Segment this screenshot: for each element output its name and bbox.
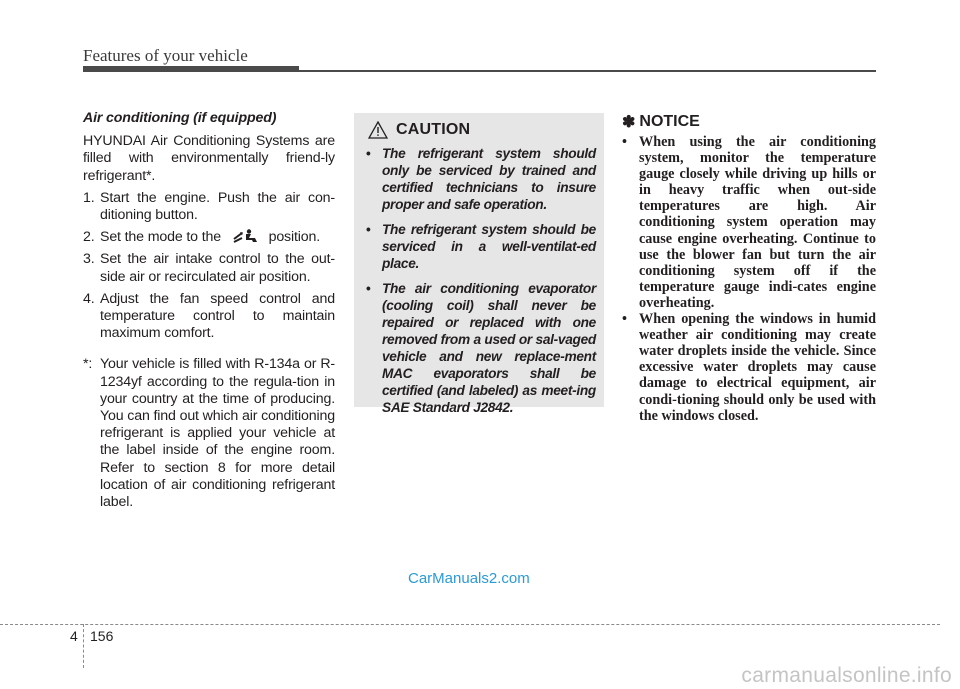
- bullet: •: [366, 146, 371, 161]
- caution-item: [364, 145, 596, 213]
- step-item: [83, 229, 335, 246]
- step-text: Start the engine. Push the air con-ditioning button.: [100, 189, 335, 224]
- notice-header: [622, 112, 876, 132]
- caution-item-text: The refrigerant system should only be serviced by trained and certified technicians to insure proper and safe operation.: [382, 146, 596, 212]
- site-watermark: carmanualsonline.info: [741, 664, 952, 687]
- footer-rule: [0, 624, 940, 625]
- asterisk-icon: ✽: [622, 114, 636, 131]
- notice-item: [622, 311, 876, 424]
- caution-item: [364, 280, 596, 416]
- bullet: •: [622, 311, 627, 328]
- step-item: [83, 251, 335, 285]
- header-rule: [299, 70, 876, 72]
- step-text-before: Set the mode to the: [100, 229, 221, 246]
- watermark-link[interactable]: CarManuals2.com: [408, 570, 530, 587]
- step-number: 3.: [83, 251, 95, 268]
- step-number: 4.: [83, 290, 95, 307]
- header-bar: [83, 66, 299, 72]
- refrigerant-footnote: [83, 356, 335, 511]
- step-text: Set the air intake control to the out-side air or recirculated air position.: [100, 251, 335, 285]
- step-item: [83, 190, 335, 224]
- caution-header: [364, 121, 596, 139]
- notice-section: [622, 112, 876, 424]
- notice-title: NOTICE: [639, 113, 700, 130]
- caution-title: CAUTION: [396, 121, 471, 138]
- caution-item: [364, 221, 596, 272]
- bullet: •: [622, 134, 627, 150]
- bullet: •: [366, 222, 371, 237]
- notice-item: [622, 134, 876, 311]
- intro-paragraph: HYUNDAI Air Conditioning Systems are filled with environmentally friend-ly refrigerant*.: [83, 133, 335, 184]
- page-number: 156: [90, 628, 114, 644]
- step-item: [83, 291, 335, 343]
- bullet: •: [366, 281, 371, 296]
- notice-list: [622, 134, 876, 424]
- caution-item-text: The air conditioning evaporator (cooling coil) shall never be repaired or replaced with one removed from a used or sal-vaged vehicle and new replace-ment MAC evaporators shall be certified (and labeled) as meet-ing SAE Standard J2842.: [382, 281, 596, 415]
- step-number: 1.: [83, 189, 95, 206]
- warning-triangle-icon: [368, 121, 388, 139]
- step-text-after: position.: [268, 229, 321, 246]
- section-subhead: Air conditioning (if equipped): [83, 110, 277, 126]
- footnote-text: Your vehicle is filled with R-134a or R-1234yf according to the regula-tion in your country at the time of producing. You can find out which air conditioning refrigerant is applied your vehicle at the label inside of the engine room. Refer to section 8 for more detail location of air conditioning refrigerant label.: [100, 356, 335, 511]
- caution-item-text: The refrigerant system should be serviced in a well-ventilat-ed place.: [382, 222, 596, 271]
- notice-item-text: When opening the windows in humid weather air conditioning may create water droplets inside the vehicle. Since excessive water droplets may cause damage to electrical equipment, air condi-tioning should only be used with the windows closed.: [639, 311, 876, 424]
- notice-item-text: When using the air conditioning system, monitor the temperature gauge closely while driving up hills or in heavy traffic when out-side temperatures are high. Air conditioning system operation may cause engine overheating. Continue to use the blower fan but turn the air conditioning system off if the temperature gauge indi-cates engine overheating.: [639, 134, 876, 311]
- footer-divider: [83, 624, 84, 668]
- page-header-title: Features of your vehicle: [83, 46, 248, 65]
- footnote-mark: *:: [83, 356, 93, 373]
- caution-list: [364, 145, 596, 416]
- step-number: 2.: [83, 229, 95, 246]
- caution-box: [354, 113, 604, 415]
- chapter-number: 4: [70, 628, 78, 644]
- main-column: [83, 110, 335, 511]
- floor-mode-icon: [230, 229, 260, 243]
- step-text: Adjust the fan speed control and temperature control to maintain maximum comfort.: [100, 290, 335, 342]
- steps-list: [83, 190, 335, 343]
